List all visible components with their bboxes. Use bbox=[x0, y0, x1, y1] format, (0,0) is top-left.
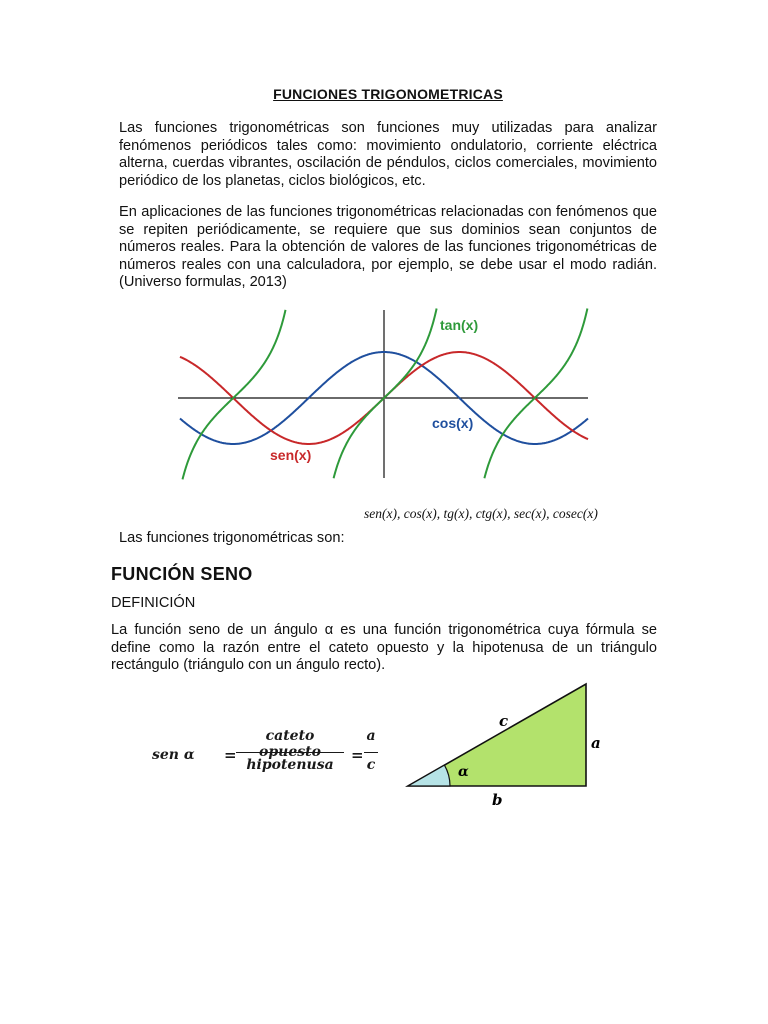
sine-definition-paragraph: La función seno de un ángulo α es una función trigonométrica cuya fórmula se define como la razón entre el cateto opuesto y la hipotenusa de un triángulo rectángulo (triángulo con un ángulo recto). bbox=[111, 622, 657, 674]
functions-list-formula: sen(x), cos(x), tg(x), ctg(x), sec(x), cosec(x) bbox=[364, 506, 598, 521]
applications-paragraph: En aplicaciones de las funciones trigonométricas relacionadas con fenómenos que se repiten periódicamente, se requiere que sus dominios sean conjuntos de números reales. Para la obtención de valores de las funciones trigonométricas de números reales con una calculadora, por ejemplo, se debe usar el modo radián. (Universo formulas, 2013) bbox=[119, 204, 657, 291]
formula-numerator: cateto opuesto bbox=[259, 728, 321, 760]
sen-label: sen(x) bbox=[270, 447, 312, 463]
formula-fraction-words bbox=[236, 728, 344, 773]
right-triangle-diagram bbox=[404, 680, 614, 810]
formula-lhs: sen α bbox=[152, 747, 195, 763]
fraction-bar bbox=[364, 752, 378, 753]
cos-label: cos(x) bbox=[432, 415, 474, 431]
angle-alpha-arc bbox=[408, 765, 450, 786]
tan-curve bbox=[183, 309, 588, 480]
formula-equals-2: = bbox=[351, 746, 364, 764]
label-b: b bbox=[492, 791, 503, 809]
intro-paragraph: Las funciones trigonométricas son funciones muy utilizadas para analizar fenómenos periódicos tales como: movimiento ondulatorio, corriente eléctrica alterna, cuerdas vibrantes, oscilación de péndulos, ciclos comerciales, movimiento periódico de los planetas, ciclos biológicos, etc. bbox=[119, 120, 657, 189]
functions-intro-line: Las funciones trigonométricas son: bbox=[119, 530, 345, 546]
definition-subheading: DEFINICIÓN bbox=[111, 595, 196, 611]
document-title: FUNCIONES TRIGONOMETRICAS bbox=[273, 86, 503, 102]
formula-denominator: hipotenusa bbox=[246, 757, 334, 773]
label-a: a bbox=[591, 734, 601, 752]
label-c: c bbox=[499, 712, 509, 730]
section-heading-seno: FUNCIÓN SENO bbox=[111, 564, 253, 584]
label-alpha: α bbox=[458, 764, 469, 780]
formula-denominator-letter: c bbox=[366, 757, 376, 773]
formula-fraction-letters bbox=[364, 728, 378, 773]
formula-numerator-letter: a bbox=[366, 728, 376, 744]
sine-formula bbox=[152, 728, 382, 784]
trig-functions-graph bbox=[178, 308, 590, 480]
tan-label: tan(x) bbox=[440, 317, 479, 333]
formula-equals-1: = bbox=[224, 746, 237, 764]
